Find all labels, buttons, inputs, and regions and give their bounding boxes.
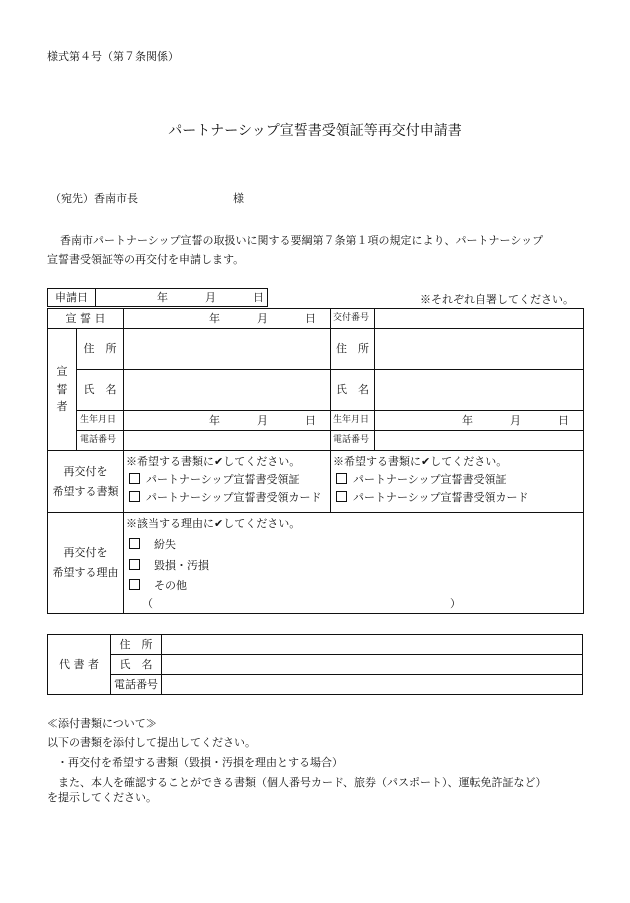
application-date-label: 申請日 [48, 289, 96, 307]
oath-date-label: 宣 誓 日 [48, 309, 124, 329]
docs-option-card-1[interactable]: パートナーシップ宣誓書受領カード [129, 491, 330, 505]
birthdate-field-1[interactable]: 年 月 日 [124, 411, 331, 431]
phone-label-1: 電話番号 [77, 431, 124, 451]
proxy-address-field[interactable] [162, 635, 583, 655]
docs-option-certificate-1[interactable]: パートナーシップ宣誓書受領証 [129, 473, 330, 487]
intro-line-2: 宣誓書受領証等の再交付を申請します。 [47, 253, 245, 266]
checkbox-icon[interactable] [129, 538, 140, 549]
birthdate-label-1: 生年月日 [77, 411, 124, 431]
checkbox-icon[interactable] [129, 579, 140, 590]
docs-instruction-2: ※希望する書類に✔してください。 [333, 455, 508, 468]
address-label-2: 住 所 [331, 329, 375, 370]
address-field-2[interactable] [375, 329, 584, 370]
intro-line-1: 香南市パートナーシップ宣誓の取扱いに関する要綱第７条第１項の規定により、パートナーシップ [60, 234, 544, 247]
address-label-1: 住 所 [77, 329, 124, 370]
addressee-name: 香南市長 [94, 192, 138, 205]
other-paren-open: （ [142, 597, 153, 610]
reason-label: 再交付を 希望する理由 [48, 513, 124, 614]
declarant-table [47, 308, 584, 614]
checkbox-icon[interactable] [336, 491, 347, 502]
self-sign-note: ※それぞれ自署してください。 [420, 293, 574, 306]
phone-field-1[interactable] [124, 431, 331, 451]
attachments-note [47, 714, 547, 806]
reissue-docs-options-2 [331, 451, 584, 513]
phone-field-2[interactable] [375, 431, 584, 451]
proxy-table [47, 634, 583, 695]
birthdate-field-2[interactable]: 年 月 日 [375, 411, 584, 431]
form-number: 様式第４号（第７条関係） [47, 50, 179, 63]
checkbox-icon[interactable] [129, 473, 140, 484]
proxy-name-field[interactable] [162, 655, 583, 675]
docs-instruction-1: ※希望する書類に✔してください。 [126, 455, 301, 468]
reason-option-damaged[interactable]: 毀損・汚損 [129, 559, 583, 573]
reason-options [124, 513, 584, 614]
reason-option-lost[interactable]: 紛失 [129, 538, 583, 552]
proxy-address-label: 住 所 [111, 635, 162, 655]
phone-label-2: 電話番号 [331, 431, 375, 451]
declarant-label: 宣 誓 者 [48, 329, 77, 451]
attachments-heading: ≪添付書類について≫ [47, 717, 157, 730]
addressee-prefix: （宛先） [50, 192, 94, 205]
birthdate-label-2: 生年月日 [331, 411, 375, 431]
application-date-field[interactable]: 年 月 日 [96, 289, 268, 307]
checkbox-icon[interactable] [129, 559, 140, 570]
proxy-phone-field[interactable] [162, 675, 583, 695]
attachments-line-3: を提示してください。 [47, 791, 157, 805]
oath-date-field[interactable]: 年 月 日 [124, 309, 331, 329]
name-field-1[interactable] [124, 370, 331, 411]
docs-option-card-2[interactable]: パートナーシップ宣誓書受領カード [336, 491, 583, 505]
proxy-label: 代 書 者 [48, 635, 111, 695]
addressee-honorific: 様 [233, 192, 244, 205]
reason-instruction: ※該当する理由に✔してください。 [126, 517, 301, 530]
name-field-2[interactable] [375, 370, 584, 411]
name-label-1: 氏 名 [77, 370, 124, 411]
attachments-bullet: ・再交付を希望する書類（毀損・汚損を理由とする場合） [57, 755, 343, 769]
proxy-phone-label: 電話番号 [111, 675, 162, 695]
reissue-docs-label: 再交付を 希望する書類 [48, 451, 124, 513]
address-field-1[interactable] [124, 329, 331, 370]
docs-option-certificate-2[interactable]: パートナーシップ宣誓書受領証 [336, 473, 583, 487]
issue-number-field[interactable] [375, 309, 584, 329]
checkbox-icon[interactable] [336, 473, 347, 484]
page-title: パートナーシップ宣誓書受領証等再交付申請書 [168, 123, 462, 139]
checkbox-icon[interactable] [129, 491, 140, 502]
attachments-line-2: また、本人を確認することができる書類（個人番号カード、旅券（パスポート）、運転免許証など） [58, 775, 547, 789]
attachments-line-1: 以下の書類を添付して提出してください。 [47, 736, 256, 750]
addressee [50, 190, 138, 206]
reason-option-other[interactable]: その他 [129, 579, 583, 593]
other-reason-field[interactable] [158, 595, 448, 611]
issue-number-label: 交付番号 [331, 309, 375, 329]
reissue-docs-options-1 [124, 451, 331, 513]
application-date-box [47, 288, 268, 307]
proxy-name-label: 氏 名 [111, 655, 162, 675]
other-paren-close: ） [450, 597, 461, 610]
name-label-2: 氏 名 [331, 370, 375, 411]
